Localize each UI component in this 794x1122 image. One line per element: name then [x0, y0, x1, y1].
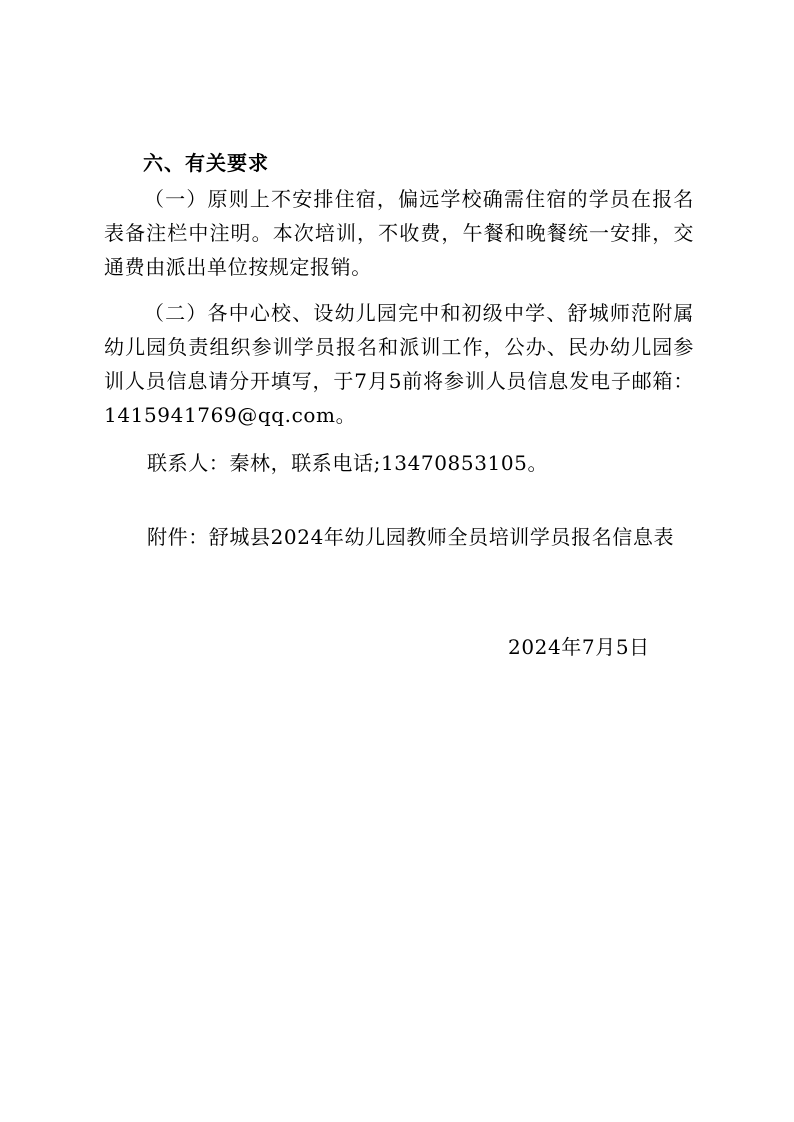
paragraph-registration: （二）各中心校、设幼儿园完中和初级中学、舒城师范附属幼儿园负责组织参训学员报名和派训工作，公办、民办幼儿园参训人员信息请分开填写，于7月5前将参训人员信息发电子邮箱：1415941769@qq.com。	[104, 301, 694, 427]
document-date: 2024年7月5日	[508, 635, 650, 659]
paragraph-accommodation: （一）原则上不安排住宿，偏远学校确需住宿的学员在报名表备注栏中注明。本次培训，不收费，午餐和晚餐统一安排，交通费由派出单位按规定报销。	[104, 187, 694, 279]
paragraph-2-container	[104, 296, 694, 432]
attachment-line: 附件：舒城县2024年幼儿园教师全员培训学员报名信息表	[147, 525, 675, 549]
contact-line: 联系人：秦林，联系电话;13470853105。	[147, 451, 549, 475]
paragraph-1-container	[104, 182, 694, 284]
section-heading: 六、有关要求	[143, 151, 269, 175]
